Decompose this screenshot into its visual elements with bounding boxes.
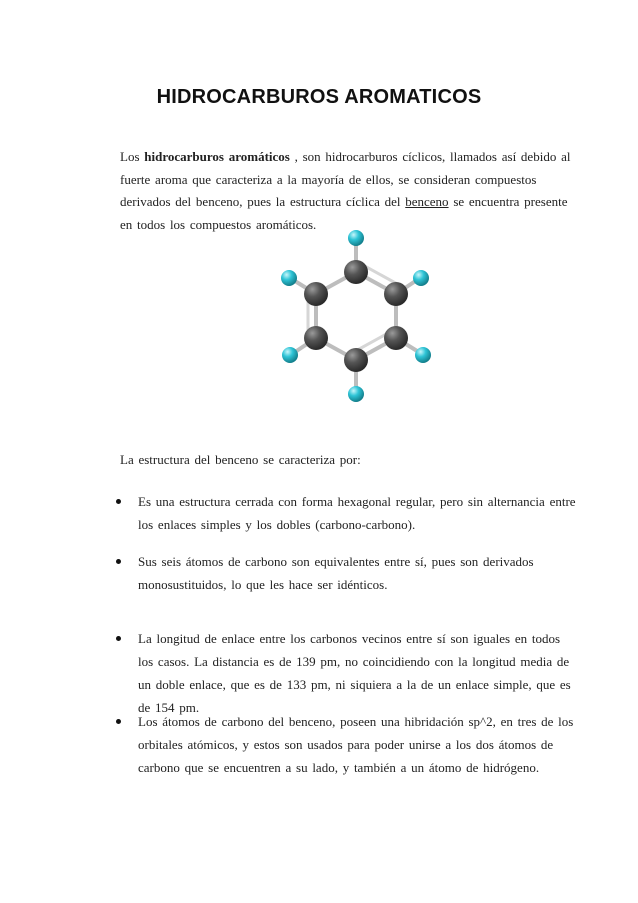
list-item-text: La longitud de enlace entre los carbonos vecinos entre sí son iguales en todos los casos. La distancia es de 139 pm, no coincidiendo con la longitud media de un doble enlace, que es de 133 pm, ni siquiera a la de un enlace simple, que es de 154 pm. — [138, 631, 571, 715]
carbon-atom — [384, 326, 408, 350]
hydrogen-atom — [281, 270, 297, 286]
carbon-atom — [384, 282, 408, 306]
characteristics-lead: La estructura del benceno se caracteriza por: — [120, 452, 361, 467]
intro-text-3: se encuentra presente en todos los compuestos aromáticos. — [120, 194, 568, 232]
carbon-atom — [344, 348, 368, 372]
hydrogen-atom — [348, 230, 364, 246]
bullet-icon — [116, 719, 121, 724]
benceno-link[interactable]: benceno — [405, 194, 449, 209]
intro-paragraph — [120, 146, 580, 236]
carbon-atom — [304, 326, 328, 350]
hydrogen-atom — [415, 347, 431, 363]
hydrogen-atom — [282, 347, 298, 363]
intro-text-1: Los — [120, 149, 145, 164]
carbon-atom — [344, 260, 368, 284]
benzene-molecule-figure — [268, 226, 440, 412]
list-item-text: Es una estructura cerrada con forma hexagonal regular, pero sin alternancia entre los enlaces simples y los dobles (carbono-carbono). — [138, 494, 576, 532]
list-item-text: Sus seis átomos de carbono son equivalentes entre sí, pues son derivados monosustituidos, lo que les hace ser idénticos. — [138, 554, 534, 592]
intro-text-2: , son hidrocarburos cíclicos, llamados así debido al fuerte aroma que caracteriza a la mayoría de ellos, se consideran compuestos derivados del benceno, pues la estructura cíclica del — [120, 149, 571, 209]
bullet-icon — [116, 559, 121, 564]
hydrogen-atom — [413, 270, 429, 286]
bullet-icon — [116, 636, 121, 641]
carbon-atoms — [304, 260, 408, 372]
page-title: HIDROCARBUROS AROMATICOS — [156, 86, 482, 108]
hydrogen-atom — [348, 386, 364, 402]
list-item-text: Los átomos de carbono del benceno, poseen una hibridación sp^2, en tres de los orbitales atómicos, y estos son usados para poder unirse a los dos átomos de carbono que se encuentren a su lado, y también a un átomo de hidrógeno. — [138, 714, 574, 775]
intro-bold-term: hidrocarburos aromáticos — [144, 149, 290, 164]
bullet-icon — [116, 499, 121, 504]
carbon-atom — [304, 282, 328, 306]
